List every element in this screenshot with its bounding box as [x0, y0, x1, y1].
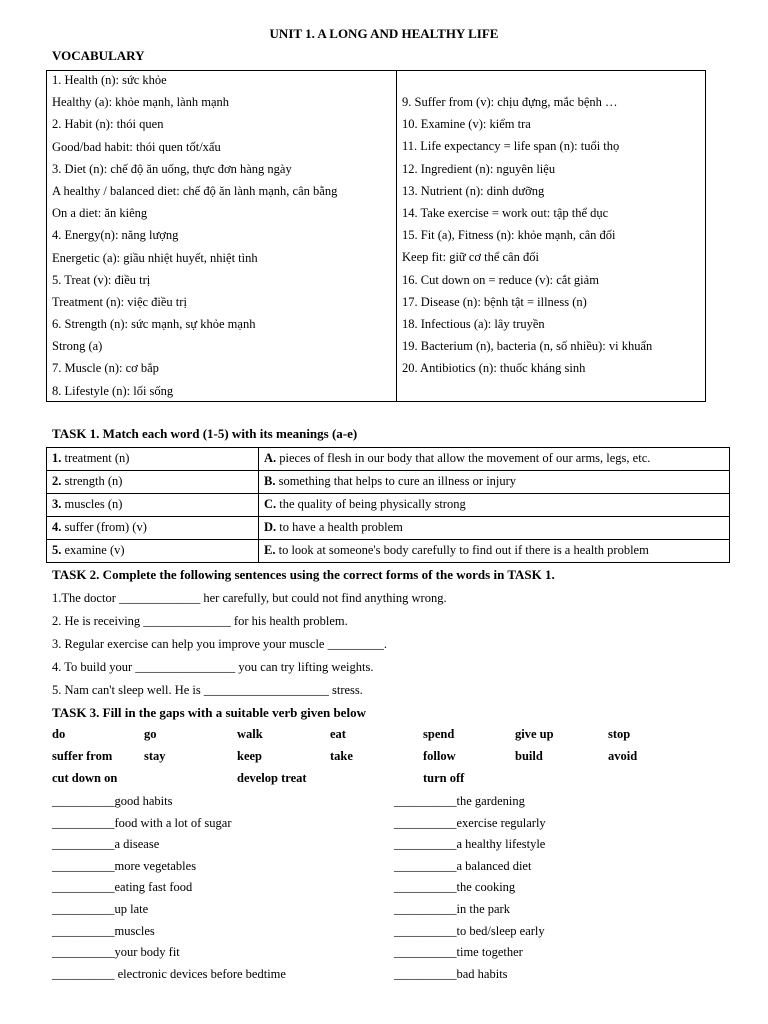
gap-item: __________the cooking [394, 880, 516, 895]
vocab-item: 19. Bacterium (n), bacteria (n, số nhiều): vi khuẩn [402, 339, 653, 354]
gap-item: __________in the park [394, 901, 510, 916]
word-cell [47, 448, 259, 471]
vocab-item: Treatment (n): việc điều trị [52, 294, 187, 309]
meaning-letter: C. [264, 497, 277, 511]
verb-word: walk [237, 727, 263, 741]
verb-word: follow [423, 749, 456, 763]
gap-item: __________the gardening [394, 794, 525, 808]
task2-sentence: 2. He is receiving ______________ for his health problem. [52, 614, 348, 628]
page-title: UNIT 1. A LONG AND HEALTHY LIFE [269, 26, 499, 41]
vocab-item: 5. Treat (v): điều trị [52, 272, 151, 287]
meaning-cell [259, 448, 730, 471]
vocab-item: 3. Diet (n): chế độ ăn uống, thực đơn hàng ngày [52, 161, 292, 176]
gap-item: __________exercise regularly [394, 815, 546, 830]
meaning-text: to have a health problem [276, 520, 403, 534]
gap-item: __________to bed/sleep early [394, 923, 545, 938]
verb-word: turn off [423, 771, 465, 785]
table-row [47, 448, 730, 471]
gap-item: __________good habits [52, 794, 173, 808]
gap-item: __________time together [394, 945, 523, 960]
verb-row [52, 771, 692, 793]
vocab-item: 15. Fit (a), Fitness (n): khỏe mạnh, cân đối [402, 228, 616, 243]
word-cell [47, 540, 259, 563]
task2-sentence: 1.The doctor _____________ her carefully, but could not find anything wrong. [52, 591, 447, 605]
meaning-text: pieces of flesh in our body that allow the movement of our arms, legs, etc. [276, 451, 651, 465]
verb-word: suffer from [52, 749, 113, 763]
vocab-item: 6. Strength (n): sức mạnh, sự khỏe mạnh [52, 317, 256, 332]
meaning-letter: A. [264, 451, 277, 465]
task2-heading: TASK 2. Complete the following sentences using the correct forms of the words in TASK 1. [52, 567, 555, 582]
gap-item: __________a healthy lifestyle [394, 837, 546, 852]
vocab-item: On a diet: ăn kiêng [52, 206, 148, 221]
verb-word: give up [515, 727, 554, 741]
word-text: examine (v) [61, 543, 125, 557]
word-number: 3. [52, 497, 62, 511]
word-cell [47, 517, 259, 540]
vocabulary-left-column [47, 71, 397, 401]
vocabulary-table [46, 70, 706, 402]
table-row [47, 540, 730, 563]
verb-word: cut down on [52, 771, 118, 785]
word-cell [47, 494, 259, 517]
gap-item: __________muscles [52, 923, 155, 938]
vocab-item: 12. Ingredient (n): nguyên liệu [402, 161, 556, 176]
word-number: 4. [52, 520, 62, 534]
vocab-item: Strong (a) [52, 339, 103, 354]
verb-word: go [144, 727, 157, 741]
meaning-text: to look at someone's body carefully to find out if there is a health problem [275, 543, 649, 557]
vocab-item: 13. Nutrient (n): dinh dưỡng [402, 183, 545, 198]
word-text: suffer (from) (v) [61, 520, 147, 534]
gap-item: __________up late [52, 901, 149, 916]
meaning-cell [259, 540, 730, 563]
task3-right-column [394, 792, 546, 986]
task2-sentence: 4. To build your ________________ you can try lifting weights. [52, 660, 374, 674]
vocabulary-heading: VOCABULARY [52, 48, 145, 63]
meaning-letter: B. [264, 474, 276, 488]
meaning-cell [259, 517, 730, 540]
vocab-item: 11. Life expectancy = life span (n): tuổi thọ [402, 139, 620, 154]
word-cell [47, 471, 259, 494]
word-text: treatment (n) [61, 451, 130, 465]
vocab-item: Energetic (a): giầu nhiệt huyết, nhiệt tình [52, 250, 258, 265]
vocab-item: 18. Infectious (a): lây truyền [402, 316, 545, 331]
verb-bank [52, 727, 692, 793]
meaning-text: something that helps to cure an illness or injury [275, 474, 517, 488]
verb-word: stop [608, 727, 631, 741]
verb-row [52, 749, 692, 771]
task1-heading: TASK 1. Match each word (1-5) with its meanings (a-e) [52, 426, 358, 441]
task2-sentence: 5. Nam can't sleep well. He is ____________________ stress. [52, 683, 363, 697]
gap-item: __________bad habits [394, 966, 508, 981]
task3-heading: TASK 3. Fill in the gaps with a suitable verb given below [52, 705, 366, 720]
verb-word: avoid [608, 749, 638, 763]
meaning-cell [259, 471, 730, 494]
verb-word: eat [330, 727, 346, 741]
vocab-item: Keep fit: giữ cơ thể cân đối [402, 250, 539, 265]
meaning-letter: D. [264, 520, 277, 534]
verb-row [52, 727, 692, 749]
table-row [47, 494, 730, 517]
task1-matching-table [46, 447, 730, 563]
vocab-item: A healthy / balanced diet: chế độ ăn lành mạnh, cân bằng [52, 183, 338, 198]
vocab-item: 14. Take exercise = work out: tập thể dục [402, 205, 609, 220]
verb-word: do [52, 727, 66, 741]
word-number: 5. [52, 543, 62, 557]
task3-left-column [52, 792, 286, 986]
vocab-item: 7. Muscle (n): cơ bắp [52, 361, 159, 376]
vocab-item: 17. Disease (n): bệnh tật = illness (n) [402, 294, 587, 309]
word-number: 2. [52, 474, 62, 488]
word-number: 1. [52, 451, 62, 465]
gap-item: __________a disease [52, 837, 160, 852]
gap-item: __________more vegetables [52, 858, 197, 873]
table-row [47, 471, 730, 494]
verb-word: keep [237, 749, 262, 763]
verb-word: build [515, 749, 543, 763]
vocab-item: Good/bad habit: thói quen tốt/xấu [52, 139, 221, 154]
verb-word: develop treat [237, 771, 307, 785]
gap-item: __________ electronic devices before bedtime [52, 966, 286, 981]
task2-sentence: 3. Regular exercise can help you improve your muscle _________. [52, 637, 387, 651]
vocab-item: 9. Suffer from (v): chịu đựng, mắc bệnh … [402, 95, 618, 109]
verb-word: stay [144, 749, 166, 763]
vocab-item: 4. Energy(n): năng lượng [52, 228, 179, 243]
vocab-item: 16. Cut down on = reduce (v): cắt giảm [402, 272, 599, 287]
table-row [47, 517, 730, 540]
gap-item: __________food with a lot of sugar [52, 815, 232, 830]
meaning-cell [259, 494, 730, 517]
vocab-item: 2. Habit (n): thói quen [52, 117, 164, 132]
vocab-item: 1. Health (n): sức khỏe [52, 73, 167, 87]
vocab-item: 20. Antibiotics (n): thuốc kháng sinh [402, 361, 586, 376]
vocab-item: Healthy (a): khỏe mạnh, lành mạnh [52, 95, 230, 110]
word-text: muscles (n) [61, 497, 123, 511]
vocabulary-right-column [397, 71, 705, 401]
vocab-item: 8. Lifestyle (n): lối sống [52, 383, 174, 398]
verb-word: spend [423, 727, 455, 741]
meaning-letter: E. [264, 543, 276, 557]
gap-item: __________eating fast food [52, 880, 193, 895]
word-text: strength (n) [61, 474, 123, 488]
vocab-item: 10. Examine (v): kiểm tra [402, 117, 531, 132]
gap-item: __________your body fit [52, 945, 180, 960]
verb-word: take [330, 749, 353, 763]
gap-item: __________a balanced diet [394, 858, 532, 873]
meaning-text: the quality of being physically strong [276, 497, 466, 511]
